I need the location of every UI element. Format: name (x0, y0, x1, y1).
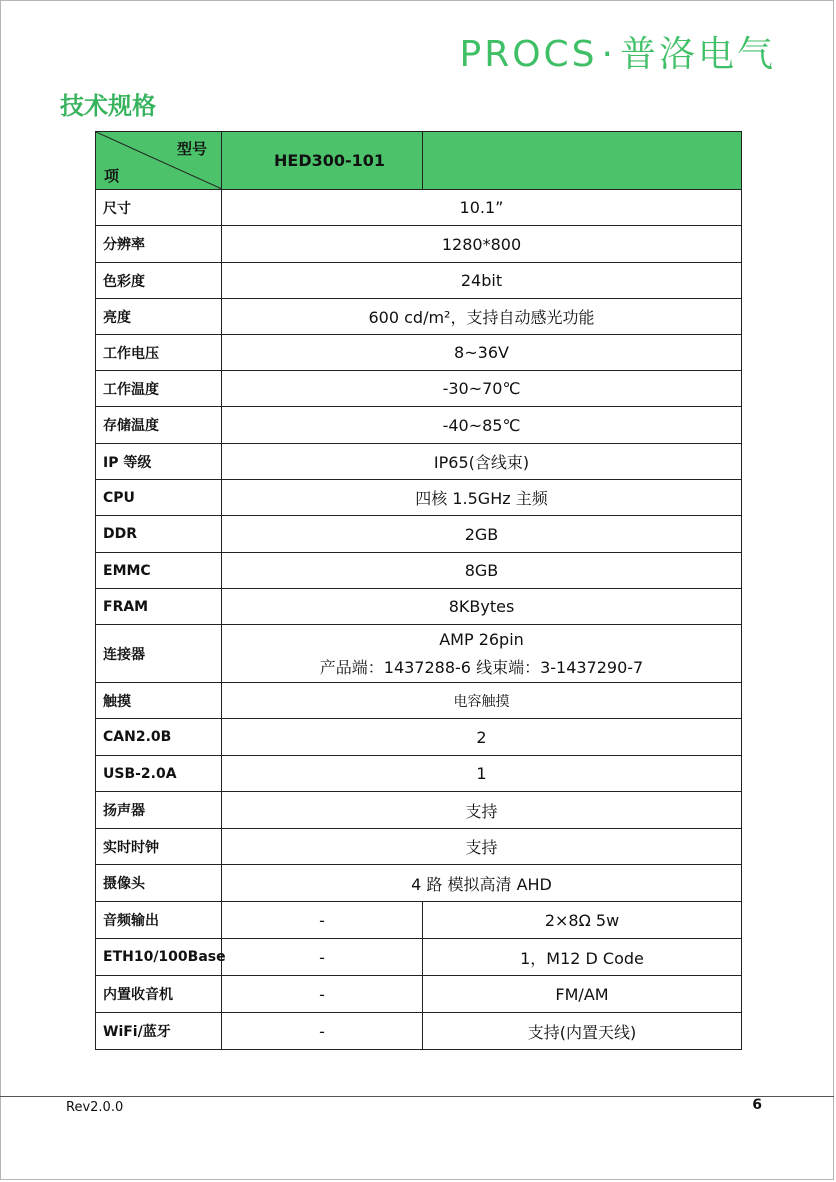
row-value: 8~36V (222, 335, 742, 371)
table-row (96, 589, 742, 625)
row-label: 扬声器 (96, 792, 222, 829)
header-corner-cell (96, 132, 222, 190)
row-value (222, 625, 742, 683)
row-label: CAN2.0B (96, 719, 222, 756)
table-row (96, 719, 742, 756)
table-row (96, 1013, 742, 1050)
section-title: 技术规格 (60, 92, 156, 120)
row-label: FRAM (96, 589, 222, 625)
header-model-value: HED300-101 (222, 132, 423, 190)
row-value: 支持 (222, 792, 742, 829)
row-value-right: 2×8Ω 5w (423, 902, 742, 939)
row-label: 存储温度 (96, 407, 222, 444)
table-row (96, 976, 742, 1013)
revision-label: Rev2.0.0 (66, 1100, 124, 1115)
table-row (96, 516, 742, 553)
row-value: 10.1” (222, 190, 742, 226)
row-value: 1 (222, 756, 742, 792)
header-item-label: 项 (104, 167, 120, 185)
table-row (96, 625, 742, 683)
row-value: IP65(含线束) (222, 444, 742, 480)
row-label: ETH10/100Base (96, 939, 222, 976)
row-label: 触摸 (96, 683, 222, 719)
table-row (96, 939, 742, 976)
table-row (96, 444, 742, 480)
row-value: 24bit (222, 263, 742, 299)
row-label: 色彩度 (96, 263, 222, 299)
table-row (96, 371, 742, 407)
row-value-right: 1，M12 D Code (423, 939, 742, 976)
row-label: IP 等级 (96, 444, 222, 480)
footer-rule (0, 1096, 834, 1097)
row-label: 摄像头 (96, 865, 222, 902)
row-value-left: - (222, 976, 423, 1013)
row-value-right: 支持(内置天线) (423, 1013, 742, 1050)
row-label: 工作电压 (96, 335, 222, 371)
table-row (96, 902, 742, 939)
row-value: 600 cd/m²，支持自动感光功能 (222, 299, 742, 335)
table-row (96, 335, 742, 371)
row-label: 尺寸 (96, 190, 222, 226)
brand-latin: PROCS (459, 34, 598, 75)
row-label: 音频输出 (96, 902, 222, 939)
brand-logo (459, 26, 776, 77)
table-row (96, 792, 742, 829)
header-empty-cell (423, 132, 742, 190)
row-value-right: FM/AM (423, 976, 742, 1013)
row-label: DDR (96, 516, 222, 553)
table-row (96, 299, 742, 335)
table-row (96, 756, 742, 792)
row-label: 实时时钟 (96, 829, 222, 865)
row-label: 分辨率 (96, 226, 222, 263)
row-label: 工作温度 (96, 371, 222, 407)
table-row (96, 226, 742, 263)
row-value-line-2: 产品端：1437288-6 线束端：3-1437290-7 (319, 657, 644, 677)
row-value: -40~85℃ (222, 407, 742, 444)
header-model-label: 型号 (176, 140, 207, 158)
row-value: 支持 (222, 829, 742, 865)
row-value: 4 路 模拟高清 AHD (222, 865, 742, 902)
row-value: 8KBytes (222, 589, 742, 625)
row-value-line-1: AMP 26pin (439, 629, 524, 649)
row-value: 2 (222, 719, 742, 756)
row-value: 8GB (222, 553, 742, 589)
row-value-left: - (222, 1013, 423, 1050)
table-row (96, 865, 742, 902)
table-row (96, 407, 742, 444)
row-label: CPU (96, 480, 222, 516)
row-label: 亮度 (96, 299, 222, 335)
row-value: -30~70℃ (222, 371, 742, 407)
row-value-left: - (222, 902, 423, 939)
brand-chinese: 普洛电气 (619, 34, 776, 75)
table-row (96, 683, 742, 719)
spec-table (95, 131, 742, 1050)
row-label: EMMC (96, 553, 222, 589)
row-value: 2GB (222, 516, 742, 553)
page-number: 6 (752, 1097, 762, 1113)
table-row (96, 829, 742, 865)
row-label: 内置收音机 (96, 976, 222, 1013)
table-row (96, 480, 742, 516)
row-value: 1280*800 (222, 226, 742, 263)
row-value: 四核 1.5GHz 主频 (222, 480, 742, 516)
table-row (96, 263, 742, 299)
table-row (96, 190, 742, 226)
table-header-row (96, 132, 742, 190)
row-label: USB-2.0A (96, 756, 222, 792)
row-value-left: - (222, 939, 423, 976)
row-label: 连接器 (96, 625, 222, 683)
brand-dot: · (601, 34, 616, 75)
row-value: 电容触摸 (222, 683, 742, 719)
row-label: WiFi/蓝牙 (96, 1013, 222, 1050)
table-row (96, 553, 742, 589)
